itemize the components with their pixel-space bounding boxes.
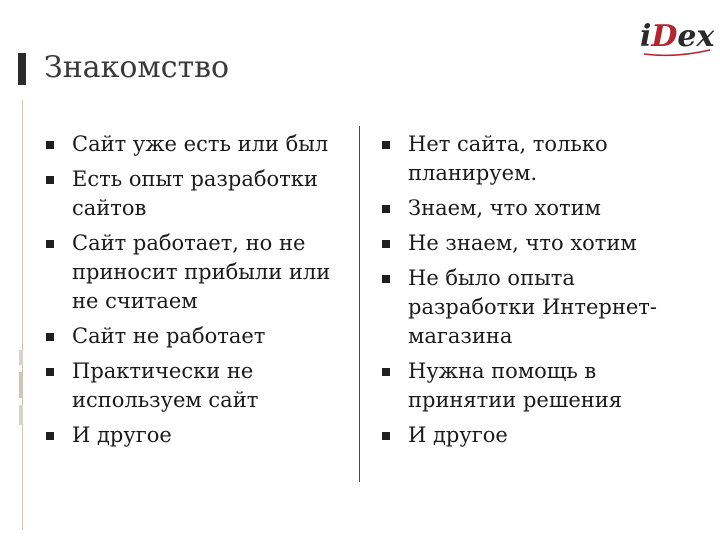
- list-item-text: Есть опыт разработки сайтов: [72, 167, 318, 220]
- bullet-icon: [382, 141, 390, 149]
- bullet-icon: [46, 240, 54, 248]
- list-item: [44, 322, 344, 351]
- list-item: [380, 194, 670, 223]
- bullet-icon: [382, 240, 390, 248]
- list-item-text: Практически не используем сайт: [72, 359, 259, 412]
- list-item: [44, 421, 344, 450]
- left-edge-line: [22, 100, 23, 530]
- bullet-icon: [46, 141, 54, 149]
- list-item: [44, 130, 344, 159]
- right-bullet-list: [380, 130, 670, 456]
- bullet-icon: [46, 176, 54, 184]
- list-item-text: Сайт уже есть или был: [72, 132, 329, 156]
- list-item: [380, 130, 670, 188]
- list-item: [380, 357, 670, 415]
- list-item: [380, 421, 670, 450]
- list-item-text: Знаем, что хотим: [408, 196, 601, 220]
- edge-accent: [19, 405, 23, 425]
- bullet-icon: [382, 432, 390, 440]
- list-item: [380, 264, 670, 351]
- list-item: [44, 165, 344, 223]
- bullet-icon: [382, 205, 390, 213]
- edge-accent: [19, 350, 23, 365]
- list-item-text: Нужна помощь в принятии решения: [408, 359, 623, 412]
- list-item-text: И другое: [408, 423, 508, 447]
- left-bullet-list: [44, 130, 344, 456]
- list-item: [380, 229, 670, 258]
- slide-title: Знакомство: [44, 50, 230, 85]
- bullet-icon: [382, 275, 390, 283]
- list-item-text: Не знаем, что хотим: [408, 231, 637, 255]
- list-item-text: Нет сайта, только планируем.: [408, 132, 608, 185]
- list-item-text: И другое: [72, 423, 172, 447]
- bullet-icon: [46, 432, 54, 440]
- list-item: [44, 357, 344, 415]
- edge-accent: [19, 372, 23, 398]
- bullet-icon: [46, 368, 54, 376]
- bullet-icon: [382, 368, 390, 376]
- list-item-text: Сайт не работает: [72, 324, 266, 348]
- logo-text: iDex: [640, 19, 714, 54]
- list-item-text: Сайт работает, но не приносит прибыли или не считаем: [72, 231, 331, 313]
- list-item-text: Не было опыта разработки Интернет-магазина: [408, 266, 658, 348]
- bullet-icon: [46, 333, 54, 341]
- idex-logo: [636, 10, 714, 60]
- column-divider: [359, 126, 360, 482]
- title-marker: [18, 53, 26, 85]
- list-item: [44, 229, 344, 316]
